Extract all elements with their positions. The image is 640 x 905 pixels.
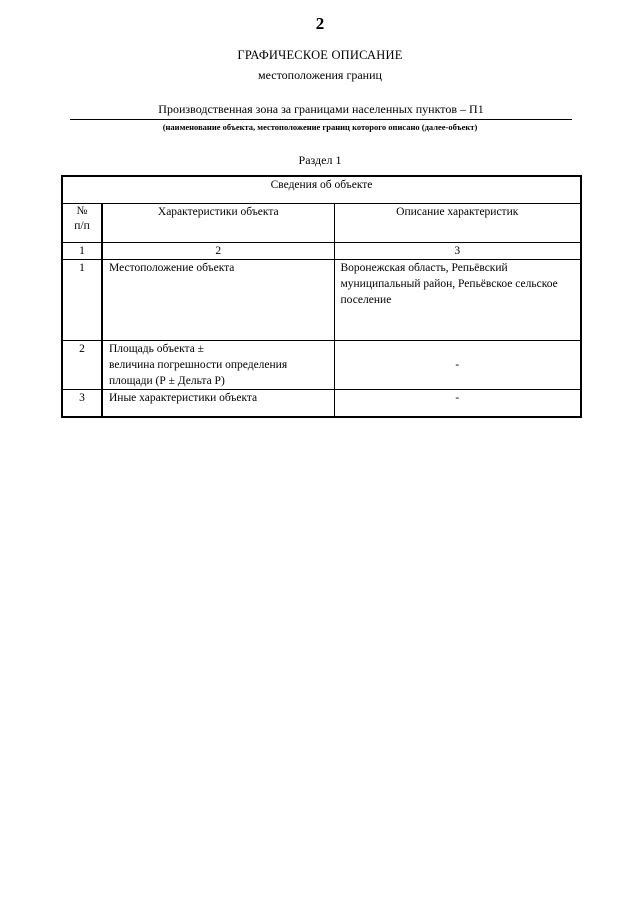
row-number: 3 <box>62 390 102 418</box>
column-number-2: 2 <box>102 243 334 260</box>
object-info-table <box>61 175 582 418</box>
row-number: 2 <box>62 341 102 390</box>
column-number-1: 1 <box>62 243 102 260</box>
document-subtitle: местоположения границ <box>258 68 382 82</box>
row-number: 1 <box>62 260 102 341</box>
object-name-caption: (наименование объекта, местоположение границ которого описано (далее-объект) <box>162 122 478 132</box>
table-row <box>62 260 581 341</box>
row-description: Воронежская область, Репьёвский муниципальный район, Репьёвское сельское поселение <box>334 260 581 341</box>
document-title: ГРАФИЧЕСКОЕ ОПИСАНИЕ <box>237 48 403 62</box>
column-header-description: Описание характеристик <box>334 204 581 243</box>
row-description: - <box>334 341 581 390</box>
column-header-characteristic: Характеристики объекта <box>102 204 334 243</box>
row-description: - <box>334 390 581 418</box>
table-row <box>62 390 581 418</box>
object-name: Производственная зона за границами населенных пунктов – П1 <box>70 102 572 120</box>
row-characteristic: Иные характеристики объекта <box>102 390 334 418</box>
column-header-row <box>62 204 581 243</box>
table-heading-row <box>62 176 581 204</box>
table-heading: Сведения об объекте <box>62 176 581 204</box>
row-characteristic: Местоположение объекта <box>102 260 334 341</box>
column-number-3: 3 <box>334 243 581 260</box>
page-number: 2 <box>315 14 325 33</box>
column-number-row <box>62 243 581 260</box>
row-characteristic: Площадь объекта ± величина погрешности определения площади (Р ± Дельта Р) <box>102 341 334 390</box>
table-row <box>62 341 581 390</box>
section-label: Раздел 1 <box>298 153 342 167</box>
column-header-number: № п/п <box>62 204 102 243</box>
